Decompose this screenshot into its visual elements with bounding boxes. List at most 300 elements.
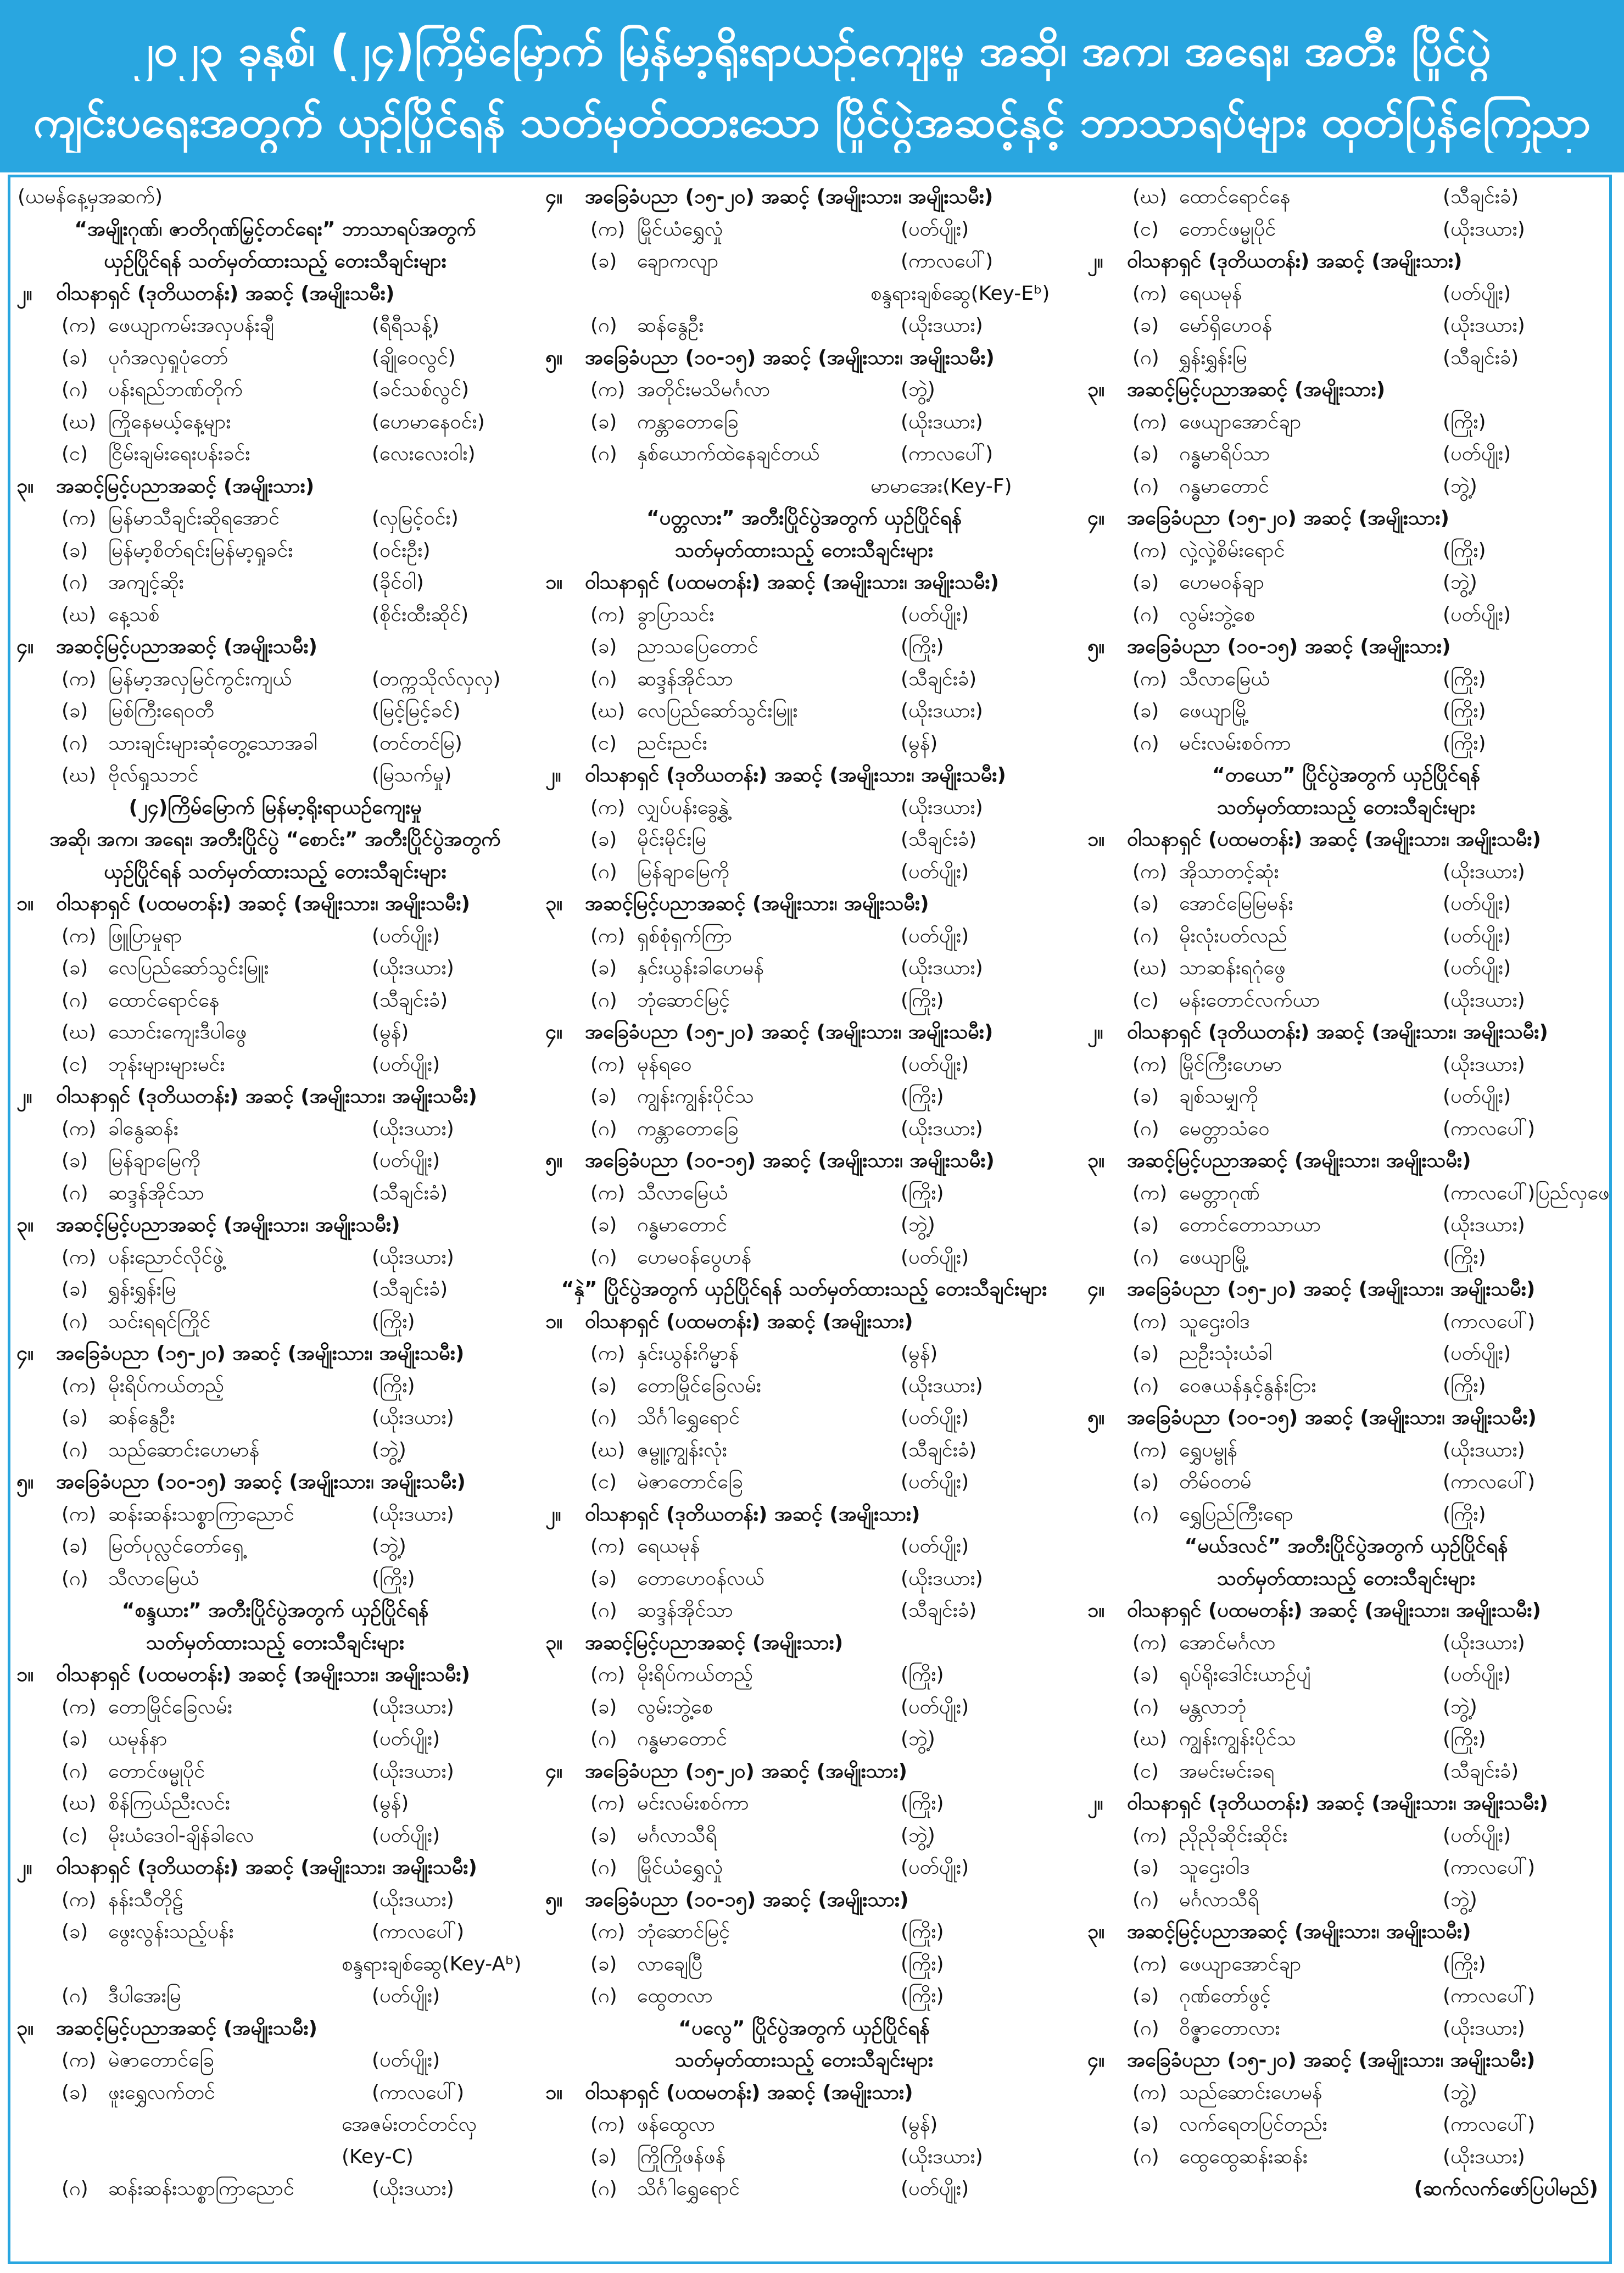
song-label: (က) [62, 1888, 97, 1911]
song-entry [12, 1113, 538, 1146]
song-label: (ခ) [1132, 1985, 1159, 2007]
song-title: ဖေယျာမြို့ [1179, 700, 1249, 722]
section-number: ၄။ [16, 635, 34, 658]
section-title: အဆင့်မြင့်ပညာအဆင့် (အမျိုးသား၊ အမျိုးသမီး) [1127, 1149, 1471, 1172]
song-label: (ခ) [590, 1695, 617, 1718]
song-entry [12, 2077, 538, 2109]
song-style: (ယိုးဒယား) [1443, 2017, 1525, 2040]
section-title: ဝါသနာရှင် (ဒုတိယတန်း) အဆင့် (အမျိုးသား၊ အမျိုးသမီး) [1127, 1021, 1548, 1043]
category-heading [12, 1627, 538, 1660]
category-heading [12, 792, 538, 824]
song-title: မေတ္တာသံဝေ [1179, 1117, 1270, 1140]
song-style: (ယိုးဒယား) [901, 1374, 983, 1397]
song-entry [541, 1370, 1067, 1403]
song-style: (ယိုးဒယား) [901, 2145, 983, 2168]
song-style: (မြသက်မှု) [372, 764, 452, 786]
song-style: (ဘွဲ့) [901, 1824, 935, 1847]
song-label: (ဂ) [62, 1438, 88, 1461]
song-label: (က) [1132, 410, 1168, 433]
section-heading [12, 1852, 538, 1884]
song-style: (ကာလပေါ်) [1443, 1856, 1536, 1879]
song-title: ညိုညိုဆိုင်းဆိုင်း [1179, 1824, 1288, 1847]
song-label: (ဂ) [590, 667, 617, 690]
song-label: (ဂ) [62, 1985, 88, 2007]
song-style: (ပတ်ပျိုး) [372, 924, 440, 947]
song-style: (ကြိုး) [1443, 1728, 1486, 1750]
song-title: မန်းတောင်လက်ယာ [1179, 988, 1320, 1012]
category-heading-text: သတ်မှတ်ထားသည့် တေးသီချင်းများ [1216, 1567, 1476, 1590]
section-number: ၁။ [545, 2081, 563, 2104]
song-title: ဒီပါအေးမြ [108, 1985, 181, 2007]
song-label: (ခ) [1132, 314, 1159, 337]
song-entry [1083, 1627, 1609, 1660]
section-number: ၄။ [545, 186, 563, 208]
section-heading [1083, 1274, 1609, 1306]
song-entry [541, 406, 1067, 439]
section-title: ဝါသနာရှင် (ပထမတန်း) အဆင့် (အမျိုးသား) [585, 2081, 913, 2104]
song-entry [541, 438, 1067, 471]
section-number: ၂။ [1087, 250, 1103, 272]
section-heading [1083, 824, 1609, 856]
song-style: (သီချင်းခံ) [1443, 346, 1519, 369]
song-style: (ယိုးဒယား) [372, 1117, 454, 1140]
column-1 [12, 181, 538, 2257]
song-entry [1083, 2109, 1609, 2141]
song-label: (က) [1132, 1824, 1168, 1847]
category-heading [541, 1274, 1067, 1306]
song-style: (ယိုးဒယား) [1443, 1631, 1525, 1654]
continued-note [1083, 2173, 1609, 2205]
song-title: မိုင်းမိုင်းမြ [637, 828, 706, 851]
song-title: ပုဂံအလှရှုပုံတော် [108, 346, 228, 369]
song-entry [12, 2173, 538, 2205]
song-style: (ကြိုး) [1443, 1246, 1486, 1269]
section-number: ၂။ [1087, 1021, 1103, 1043]
song-title: ထွေတလာ [637, 1985, 713, 2007]
song-style: (ကြိုး) [1443, 731, 1486, 755]
song-label: (ခ) [62, 957, 88, 979]
song-title: သာဆန်းရဂုံဖွေ [1179, 957, 1286, 979]
song-label: (က) [1132, 2081, 1168, 2104]
song-entry [541, 2141, 1067, 2174]
section-heading [1083, 502, 1609, 535]
song-entry [12, 342, 538, 375]
song-entry [541, 985, 1067, 1017]
song-style: (ယိုးဒယား) [1443, 1053, 1525, 1076]
song-style: (ယိုးဒယား) [372, 1246, 454, 1269]
song-style: (လှမြင့်ဝင်း) [372, 507, 459, 529]
section-number: ၂။ [16, 1085, 32, 1108]
song-entry [541, 1049, 1067, 1081]
section-heading [541, 2077, 1067, 2109]
song-label: (ဂ) [1132, 2017, 1159, 2040]
song-entry [1083, 1242, 1609, 1274]
song-title: ဖေယျာမြို့ [1179, 1246, 1249, 1269]
song-entry [1083, 471, 1609, 503]
song-style: (ယိုးဒယား) [901, 1567, 983, 1590]
song-label: (ဂ) [1132, 1246, 1159, 1269]
song-title: ဖေယျာကမ်းအလှပန်းချီ [108, 314, 274, 337]
song-note [12, 2109, 538, 2141]
song-label: (ဂ) [1132, 1888, 1159, 1911]
song-label: (ဂ) [1132, 1503, 1159, 1526]
song-style: (တင်တင်မြ) [372, 731, 462, 755]
section-heading [541, 181, 1067, 214]
song-title: အမင်းမင်းခရ [1179, 1760, 1275, 1783]
song-title: ရေယမုန် [1179, 282, 1242, 305]
song-label: (ဂ) [62, 1310, 88, 1333]
song-title: ညဦးသုံးယံခါ [1179, 1342, 1273, 1365]
song-style: (ကာလပေါ်) [372, 1920, 465, 1943]
song-label: (က) [1132, 1181, 1168, 1204]
song-entry [12, 535, 538, 567]
song-label: (င) [62, 1053, 88, 1076]
song-style: (ဘွဲ့) [372, 1535, 406, 1557]
song-style: (ခိုင်ဝါ) [372, 571, 424, 594]
song-label: (က) [62, 1695, 97, 1718]
song-title: သားချင်းများဆုံတွေ့သောအခါ [108, 731, 317, 755]
song-label: (ခ) [1132, 1342, 1159, 1365]
section-title: အခြေခံပညာ (၁၅-၂၀) အဆင့် (အမျိုးသား၊ အမျိုးသမီး) [56, 1342, 465, 1365]
song-style: (ပတ်ပျိုး) [1443, 1663, 1511, 1686]
song-entry [541, 1595, 1067, 1627]
song-title: ကြိုနေမယ့်နေ့များ [108, 410, 231, 433]
song-label: (က) [1132, 282, 1168, 305]
song-label: (ဂ) [62, 2177, 88, 2200]
section-title: အခြေခံပညာ (၁၀-၁၅) အဆင့် (အမျိုးသား) [1127, 635, 1451, 658]
song-title: ထောင်ရောင်နေ [108, 988, 220, 1012]
song-title: သူဌေးဝါဒ [1179, 1856, 1250, 1879]
song-title: ဝိဇ္ဇာတောလား [1179, 2017, 1280, 2040]
song-entry [541, 952, 1067, 985]
song-label: (ခ) [1132, 1856, 1159, 1879]
section-title: အခြေခံပညာ (၁၀-၁၅) အဆင့် (အမျိုးသား၊ အမျိုးသမီး) [585, 346, 995, 369]
song-style: (ပတ်ပျိုး) [372, 2049, 440, 2071]
song-style: (ပတ်ပျိုး) [1443, 282, 1511, 305]
song-label: (ဂ) [1132, 474, 1159, 498]
section-number: ၅။ [16, 1471, 34, 1493]
song-label: (ခ) [1132, 1663, 1159, 1686]
song-entry [541, 856, 1067, 889]
song-label: (ဃ) [62, 410, 97, 433]
section-title: ဝါသနာရှင် (ပထမတန်း) အဆင့် (အမျိုးသား၊ အမျိုးသမီး) [585, 571, 999, 594]
section-number: ၃။ [1087, 1149, 1105, 1172]
song-style: (သီချင်းခံ) [1443, 186, 1519, 208]
song-entry [12, 599, 538, 632]
song-style: (ယိုးဒယား) [901, 410, 983, 433]
category-heading [12, 856, 538, 889]
song-label: (ခ) [590, 635, 617, 658]
song-title: ရုပ်ရိုးဒေါင်းယာဉ်ပျံ [1179, 1663, 1311, 1686]
section-number: ၃။ [545, 892, 563, 915]
song-title: ရှစ်စုံရှက်ကြာ [637, 924, 733, 947]
section-number: ၅။ [1087, 635, 1105, 658]
song-entry [12, 759, 538, 792]
song-style: (ချိုဝေလွင်) [372, 346, 456, 369]
song-title: မြန်ချာမြေကို [637, 860, 730, 883]
section-number: ၁။ [1087, 828, 1105, 851]
song-title: မိုးယံဒေဝါ-ချိန်ခါလေ [108, 1824, 254, 1847]
song-entry [1083, 1948, 1609, 1981]
song-entry [12, 1177, 538, 1210]
song-title: မြိုင်ယံရွှေလှုံ [637, 217, 723, 241]
song-style: (ပတ်ပျိုး) [901, 1856, 969, 1879]
song-style: (ဘွဲ့) [1443, 1888, 1477, 1911]
song-title: လေပြည်ဆော်သွင်းမြူး [108, 957, 269, 979]
section-heading [541, 888, 1067, 920]
category-heading [12, 214, 538, 246]
song-entry [12, 438, 538, 471]
song-label: (ခ) [590, 1567, 617, 1590]
song-title: နှင်းယွန်းခါဟေမန် [637, 957, 764, 979]
song-style: (ရီရီသန့်) [372, 314, 439, 337]
song-title: ဖွေးလွန်းသည့်ပန်း [108, 1920, 234, 1943]
song-style: (ဘွဲ့) [1443, 571, 1477, 594]
song-note [541, 278, 1067, 310]
song-label: (ခ) [1132, 571, 1159, 594]
song-entry [541, 1209, 1067, 1242]
song-label: (ဂ) [62, 1760, 88, 1783]
section-number: ၅။ [545, 1888, 563, 1911]
song-entry [12, 1723, 538, 1756]
section-title: အဆင့်မြင့်ပညာအဆင့် (အမျိုးသား) [585, 1631, 844, 1654]
song-title: ပန်းညောင်လိုင်ဖွဲ့ [108, 1246, 224, 1269]
section-title: အဆင့်မြင့်ပညာအဆင့် (အမျိုးသမီး) [56, 2017, 317, 2040]
song-label: (ခ) [62, 1728, 88, 1750]
song-title: ရွှန်းရွှန်းမြ [108, 1278, 176, 1300]
song-entry [12, 1756, 538, 1788]
song-entry [541, 1948, 1067, 1981]
song-title: ငြိမ်းချမ်းရေးပန်းခင်း [108, 443, 250, 465]
section-heading [1083, 374, 1609, 406]
song-title: မိုးရိပ်ကယ်တည့် [108, 1374, 224, 1397]
song-label: (ခ) [590, 957, 617, 979]
song-entry [541, 310, 1067, 342]
song-label: (က) [1132, 1438, 1168, 1461]
song-style: (ပတ်ပျိုး) [1443, 443, 1511, 465]
section-heading [541, 1756, 1067, 1788]
category-heading [12, 824, 538, 856]
section-heading [541, 1017, 1067, 1049]
section-heading [12, 1209, 538, 1242]
song-style: (တက္ကသိုလ်လှလှ) [372, 667, 501, 690]
song-style: (သီချင်းခံ) [901, 1438, 977, 1461]
song-title: ဆဒ္ဒန်အိုင်သာ [637, 667, 733, 690]
song-label: (က) [1132, 1952, 1168, 1975]
song-label: (ဂ) [590, 860, 617, 883]
song-style: (ကြိုး) [372, 1310, 415, 1333]
song-title: မိုးလုံးပတ်လည် [1179, 924, 1287, 947]
song-title: မြန်မာ့အလှမြင်ကွင်းကျယ် [108, 667, 292, 690]
song-label: (ဂ) [62, 378, 88, 401]
song-entry [12, 1691, 538, 1724]
category-heading-text: သတ်မှတ်ထားသည့် တေးသီချင်းများ [146, 1631, 405, 1654]
song-entry [541, 1338, 1067, 1370]
song-label: (ဃ) [62, 603, 97, 626]
section-title: အခြေခံပညာ (၁၅-၂၀) အဆင့် (အမျိုးသား၊ အမျိုးသမီး) [1127, 1278, 1536, 1300]
song-style: (လေးလေးဝါး) [372, 443, 476, 465]
song-entry [1083, 985, 1609, 1017]
song-entry [1083, 1820, 1609, 1852]
song-title: ဂန္ဓမာတောင် [637, 1728, 727, 1750]
song-title: ဆဒ္ဒန်အိုင်သာ [108, 1181, 204, 1204]
song-style: (သီချင်းခံ) [1443, 1760, 1519, 1783]
song-style: (ယိုးဒယား) [901, 796, 983, 819]
song-style: (ပတ်ပျိုး) [901, 603, 969, 626]
song-label: (ဂ) [590, 1406, 617, 1429]
song-title: ဆန်းဆန်းသစ္စာကြာညောင် [108, 1503, 294, 1526]
song-style: (ပတ်ပျိုး) [901, 1695, 969, 1718]
song-entry [12, 663, 538, 696]
section-number: ၃။ [1087, 378, 1105, 401]
song-title: လျှပ်ပန်းခွေ့နွဲ့ [637, 796, 729, 819]
song-style: (ကြိုး) [901, 1181, 944, 1204]
song-style: (ယိုးဒယား) [1443, 1438, 1525, 1461]
song-entry [541, 631, 1067, 663]
section-title: ဝါသနာရှင် (ပထမတန်း) အဆင့် (အမျိုးသား) [585, 1310, 913, 1333]
category-heading [12, 1595, 538, 1627]
section-title: ဝါသနာရှင် (ဒုတိယတန်း) အဆင့် (အမျိုးသား) [585, 1503, 920, 1526]
song-label: (ခ) [590, 1824, 617, 1847]
song-label: (ခ) [62, 1406, 88, 1429]
song-entry [541, 1177, 1067, 1210]
song-label: (ခ) [590, 1374, 617, 1397]
song-title: လွမ်းဘွဲ့စေ [1179, 603, 1255, 626]
section-title: အဆင့်မြင့်ပညာအဆင့် (အမျိုးသား) [56, 474, 315, 498]
song-label: (ဃ) [590, 700, 626, 722]
section-heading [1083, 631, 1609, 663]
song-style: (ပတ်ပျိုး) [901, 860, 969, 883]
song-style: (ခင်သစ်လွင်) [372, 378, 470, 401]
section-heading [541, 567, 1067, 599]
song-entry [12, 985, 538, 1017]
song-entry [1083, 567, 1609, 599]
song-entry [1083, 438, 1609, 471]
song-title: မိုးရိပ်ကယ်တည့် [637, 1663, 753, 1686]
song-title: ကန္တာတောခြေ [637, 410, 739, 433]
song-title: အတိုင်းမသိမင်္ဂလာ [637, 378, 771, 401]
song-style: (ကြိုး) [901, 1952, 944, 1975]
song-entry [541, 1852, 1067, 1884]
song-label: (ခ) [62, 1920, 88, 1943]
song-title: တောမြိုင်ခြေလမ်း [108, 1695, 232, 1718]
song-style: (ကာလပေါ်)ပြည်လှဖေ [1443, 1181, 1609, 1204]
section-title: အခြေခံပညာ (၁၅-၂၀) အဆင့် (အမျိုးသား၊ အမျိုးသမီး) [1127, 2049, 1536, 2071]
song-label: (က) [590, 796, 626, 819]
section-number: ၁။ [545, 571, 563, 594]
song-entry [1083, 1370, 1609, 1403]
song-title: တောင်တောသာယာ [1179, 1214, 1321, 1236]
song-label: (ဂ) [590, 2177, 617, 2200]
song-entry [12, 1402, 538, 1434]
song-style: (ဟေမာနေဝင်း) [372, 410, 485, 433]
song-label: (က) [1132, 1053, 1168, 1076]
section-heading [1083, 245, 1609, 278]
song-title: ကျွန်းကျွန်းပိုင်သ [1179, 1728, 1296, 1750]
song-style: (ပတ်ပျိုး) [372, 1149, 440, 1172]
song-label: (ခ) [1132, 2113, 1159, 2136]
song-label: (ဂ) [1132, 2145, 1159, 2168]
section-heading [1083, 1017, 1609, 1049]
song-entry [1083, 1980, 1609, 2013]
song-label: (ဂ) [62, 1181, 88, 1204]
song-entry [12, 374, 538, 406]
song-label: (ခ) [1132, 1085, 1159, 1108]
section-title: အခြေခံပညာ (၁၅-၂၀) အဆင့် (အမျိုးသား၊ အမျိုးသမီး) [585, 1021, 994, 1043]
song-title: ဇမ္ဗူ့ကျွန်းလုံး [637, 1438, 727, 1461]
song-title: ဆန်းဆန်းသစ္စာကြာညောင် [108, 2177, 294, 2200]
song-label: (က) [590, 603, 626, 626]
song-title: ရွှေပမ္ဗုန် [1179, 1438, 1237, 1461]
song-title: သောင်းကျေးဒီပါဖွေ [108, 1021, 247, 1043]
song-title: မင်္ဂလာသီရိ [1179, 1888, 1259, 1911]
song-title: ဆဒ္ဒန်အိုင်သာ [637, 1599, 733, 1622]
song-style: (ပတ်ပျိုး) [901, 1053, 969, 1076]
song-entry [1083, 1434, 1609, 1467]
song-style: (ပတ်ပျိုး) [1443, 1824, 1511, 1847]
song-title: ဆန်နွေဦး [637, 314, 704, 337]
song-entry [1083, 952, 1609, 985]
song-title: ရေယမုန် [637, 1535, 700, 1557]
song-title: မြိုင်ယံရွှေလှုံ [637, 1856, 723, 1879]
song-label: (က) [62, 2049, 97, 2071]
song-entry [1083, 1338, 1609, 1370]
song-label: (က) [62, 1246, 97, 1269]
song-entry [541, 1980, 1067, 2013]
song-title: ဂန္ဓမာတောင် [1179, 474, 1269, 498]
section-heading [541, 1306, 1067, 1338]
song-label: (ခ) [62, 1278, 88, 1300]
song-entry [1083, 888, 1609, 920]
section-title: ဝါသနာရှင် (ဒုတိယတန်း) အဆင့် (အမျိုးသား) [1127, 250, 1463, 272]
song-style: (ဘွဲ့) [1443, 2081, 1477, 2104]
song-title: မြန်မာ့စိတ်ရင်းမြန်မာ့ရှုခင်း [108, 539, 293, 562]
song-label: (ဃ) [1132, 1728, 1168, 1750]
section-number: ၅။ [545, 1149, 563, 1172]
section-title: ဝါသနာရှင် (ဒုတိယတန်း) အဆင့် (အမျိုးသား၊ အမျိုးသမီး) [56, 1856, 477, 1879]
song-style: (သီချင်းခံ) [372, 1278, 448, 1300]
song-label: (က) [590, 924, 626, 947]
section-heading [541, 1145, 1067, 1177]
song-style: (ကြိုး) [901, 1985, 944, 2007]
song-title: တောင်ဖမ္မုပိုင် [108, 1760, 205, 1783]
song-label: (ဂ) [590, 314, 617, 337]
category-heading-text: သတ်မှတ်ထားသည့် တေးသီချင်းများ [674, 539, 934, 562]
section-title: အဆင့်မြင့်ပညာအဆင့် (အမျိုးသား) [1127, 378, 1386, 401]
song-title: ချစ်သမျှကို [1179, 1085, 1258, 1108]
intro-text-content: (ယမန်နေ့မှအဆက်) [18, 186, 163, 208]
song-title: ဘုံဆောင်မြင့် [637, 1920, 730, 1943]
section-heading [541, 1499, 1067, 1531]
song-entry [12, 1980, 538, 2013]
song-title: နေ့သစ် [108, 603, 160, 626]
song-title: ရွှေပြည်ကြီးရော [1179, 1503, 1293, 1526]
section-title: ဝါသနာရှင် (ဒုတိယတန်း) အဆင့် (အမျိုးသမီး) [56, 282, 395, 305]
section-heading [541, 1627, 1067, 1660]
song-style: (မွန်) [901, 2113, 938, 2136]
song-label: (ဂ) [62, 1567, 88, 1590]
song-entry [1083, 1306, 1609, 1338]
song-entry [1083, 310, 1609, 342]
song-entry [541, 214, 1067, 246]
song-entry [541, 695, 1067, 728]
section-title: အခြေခံပညာ (၁၀-၁၅) အဆင့် (အမျိုးသား၊ အမျိုးသမီး) [585, 1149, 995, 1172]
song-note [12, 2141, 538, 2174]
category-heading-text: “မယ်ဒလင်” အတီးပြိုင်ပွဲအတွက် ယှဉ်ပြိုင်ရန် [1184, 1535, 1508, 1557]
song-style: (သီချင်းခံ) [901, 667, 977, 690]
song-style: (သီချင်းခံ) [901, 1599, 977, 1622]
song-entry [1083, 1209, 1609, 1242]
